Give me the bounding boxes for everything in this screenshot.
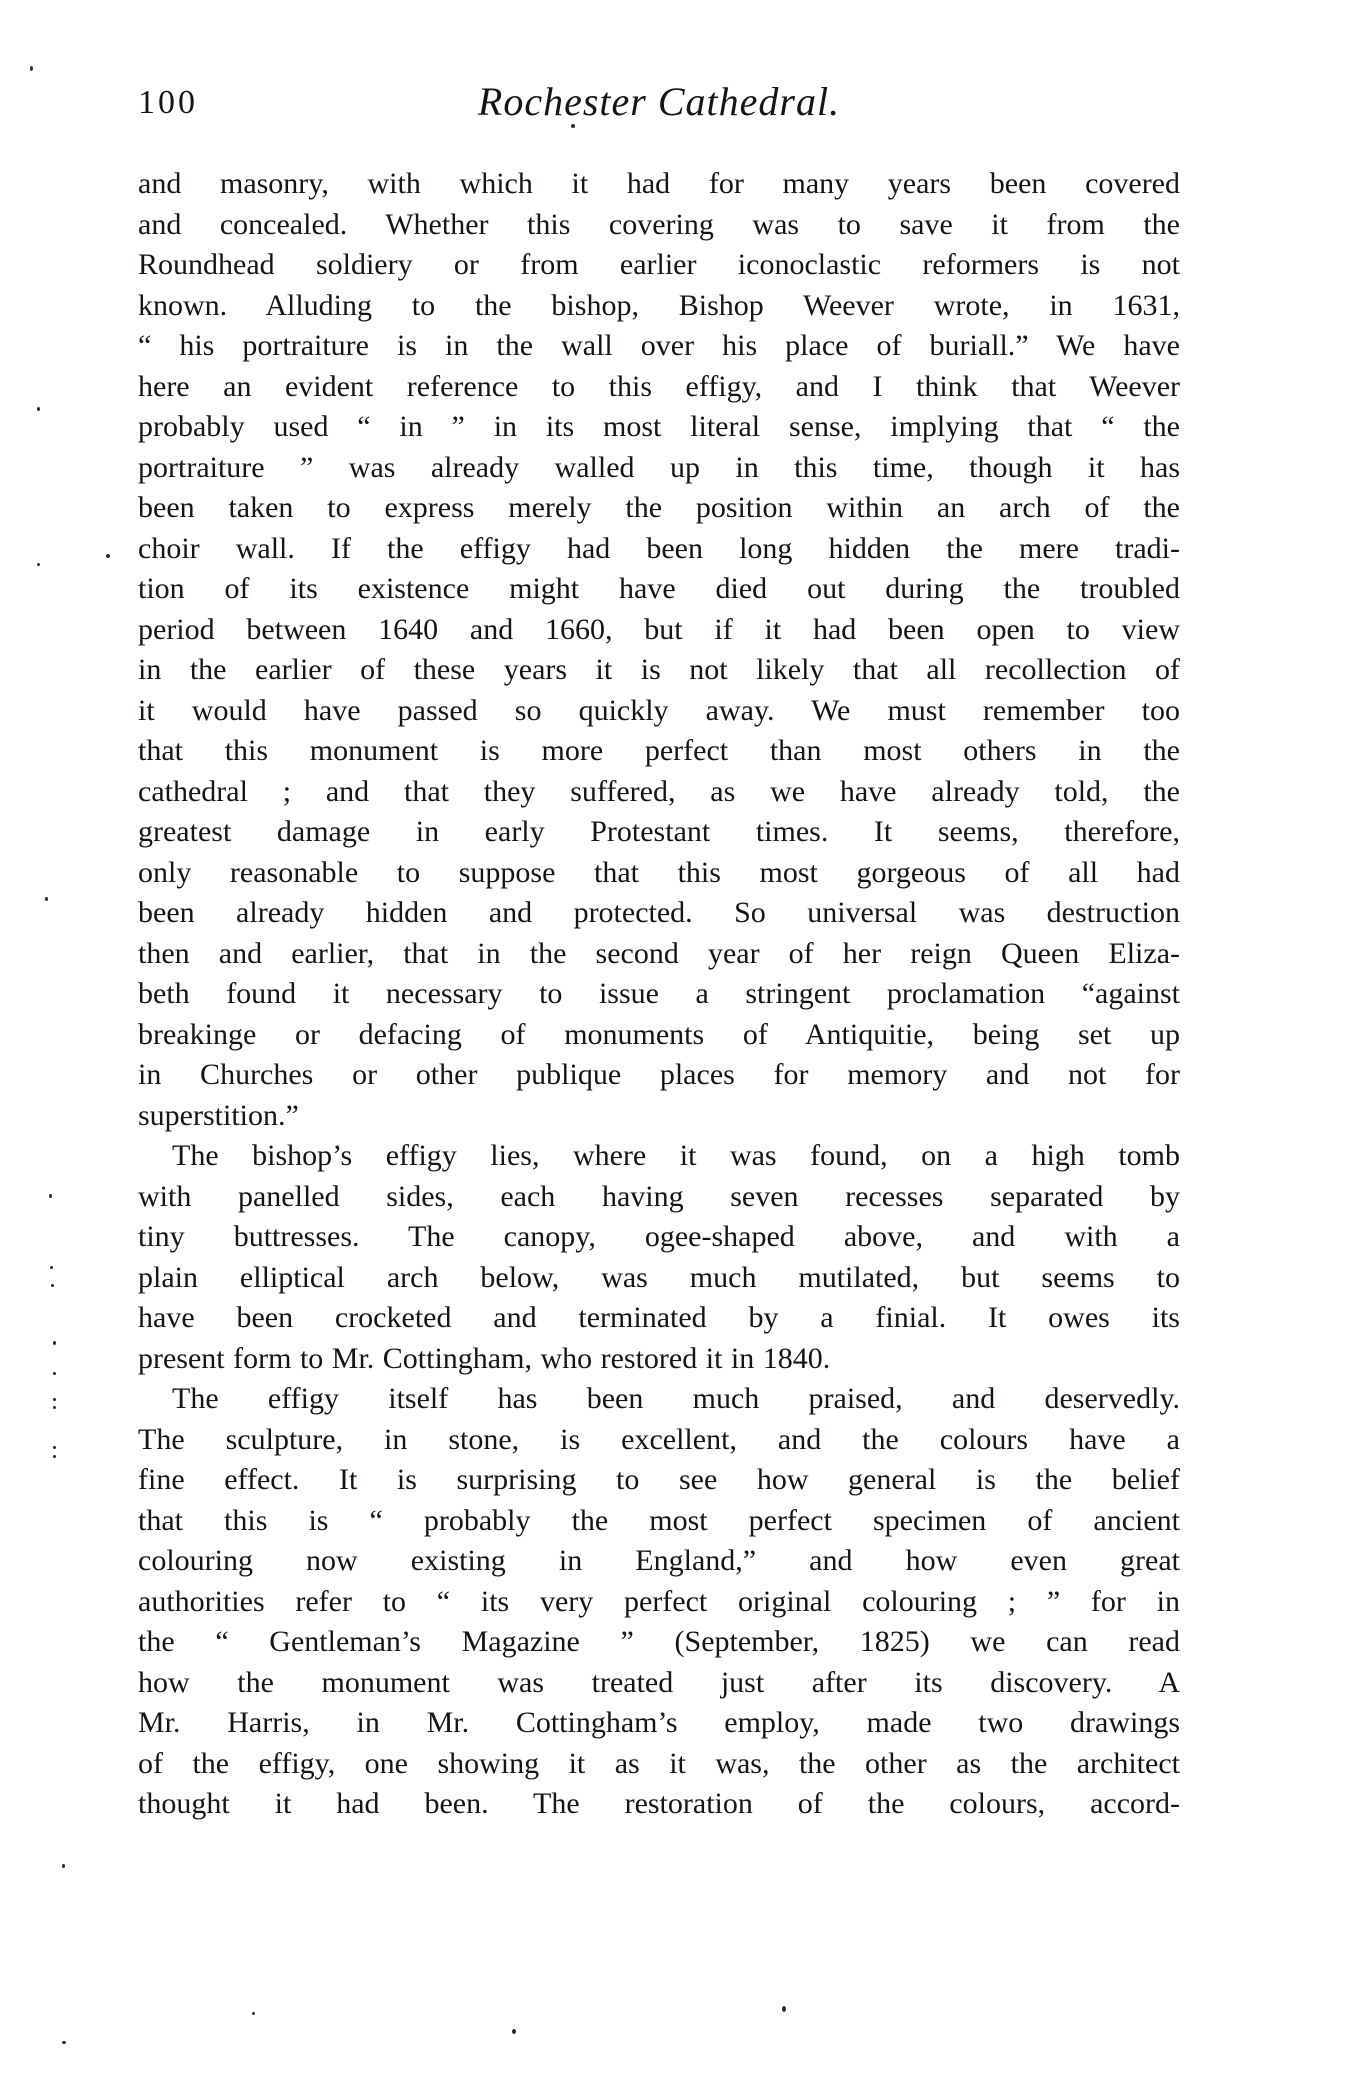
ink-speck (571, 124, 575, 128)
ink-speck (37, 563, 40, 566)
text-line: superstition.” (138, 1098, 299, 1132)
ink-speck (53, 1398, 56, 1401)
text-line: probably used “ in ” in its most literal sense, implying that “ the (138, 410, 1180, 443)
page-number: 100 (138, 84, 198, 121)
ink-speck (53, 1455, 56, 1458)
text-line: thought it had been. The restoration of the colours, accord- (138, 1787, 1180, 1820)
text-line: with panelled sides, each having seven recesses separated by (138, 1179, 1180, 1213)
text-line: and concealed. Whether this covering was to save it from the (138, 207, 1180, 241)
ink-speck (53, 1446, 56, 1449)
text-line: then and earlier, that in the second year of her reign Queen Eliza- (138, 936, 1180, 970)
ink-speck (62, 2041, 66, 2044)
text-line: Mr. Harris, in Mr. Cottingham’s employ, made two drawings (138, 1706, 1180, 1739)
text-line: The sculpture, in stone, is excellent, and the colours have a (138, 1422, 1180, 1456)
text-line: beth found it necessary to issue a stringent proclamation “against (138, 977, 1180, 1010)
ink-speck (49, 1194, 52, 1198)
ink-speck (62, 1864, 65, 1868)
text-line: fine effect. It is surprising to see how general is the belief (138, 1463, 1180, 1496)
text-line: of the effigy, one showing it as it was, the other as the architect (138, 1746, 1180, 1780)
text-line: here an evident reference to this effigy, and I think that Weever (138, 369, 1180, 403)
text-line: the “ Gentleman’s Magazine ” (September, 1825) we can read (138, 1625, 1180, 1658)
text-line: portraiture ” was already walled up in this time, though it has (138, 450, 1180, 484)
ink-speck (53, 1372, 56, 1375)
text-line: in the earlier of these years it is not likely that all recollection of (138, 653, 1180, 686)
ink-speck (53, 1406, 56, 1409)
text-line: Roundhead soldiery or from earlier iconoclastic reformers is not (138, 248, 1180, 281)
text-line: plain elliptical arch below, was much mutilated, but seems to (138, 1260, 1180, 1294)
text-line: authorities refer to “ its very perfect original colouring ; ” for in (138, 1584, 1180, 1618)
paragraph (138, 1136, 1180, 1379)
paragraph (138, 164, 1180, 1136)
text-line: that this is “ probably the most perfect specimen of ancient (138, 1503, 1180, 1537)
text-line: only reasonable to suppose that this most gorgeous of all had (138, 855, 1180, 889)
text-line: have been crocketed and terminated by a finial. It owes its (138, 1301, 1180, 1334)
text-line: tiny buttresses. The canopy, ogee-shaped above, and with a (138, 1220, 1180, 1253)
text-line: choir wall. If the effigy had been long hidden the mere tradi- (138, 531, 1180, 565)
text-line: it would have passed so quickly away. We must remember too (138, 693, 1180, 727)
text-line: and masonry, with which it had for many years been covered (138, 167, 1180, 200)
text-line: how the monument was treated just after its discovery. A (138, 1665, 1180, 1699)
text-line: present form to Mr. Cottingham, who restored it in 1840. (138, 1341, 831, 1375)
running-title: Rochester Cathedral. (477, 79, 841, 124)
ink-speck (106, 554, 110, 558)
ink-speck (45, 897, 48, 901)
ink-speck (37, 407, 40, 411)
body-text (138, 164, 1180, 1825)
ink-speck (51, 1284, 54, 1287)
text-line: been already hidden and protected. So universal was destruction (138, 896, 1180, 929)
text-line: in Churches or other publique places for memory and not for (138, 1058, 1180, 1091)
ink-speck (50, 1266, 53, 1269)
text-line: that this monument is more perfect than most others in the (138, 734, 1180, 767)
paragraph (138, 1379, 1180, 1825)
text-line: period between 1640 and 1660, but if it had been open to view (138, 612, 1180, 646)
text-line: colouring now existing in England,” and how even great (138, 1544, 1180, 1577)
text-line: greatest damage in early Protestant times. It seems, therefore, (138, 815, 1180, 848)
ink-speck (512, 2029, 516, 2034)
text-line: The bishop’s effigy lies, where it was found, on a high tomb (172, 1139, 1180, 1172)
text-line: breakinge or defacing of monuments of Antiquitie, being set up (138, 1017, 1180, 1051)
text-line: The effigy itself has been much praised, and deservedly. (172, 1382, 1180, 1415)
ink-speck (53, 1341, 56, 1345)
ink-speck (252, 2012, 255, 2015)
text-line: been taken to express merely the position within an arch of the (138, 491, 1180, 524)
ink-speck (30, 66, 33, 71)
text-line: known. Alluding to the bishop, Bishop Weever wrote, in 1631, (138, 288, 1180, 322)
text-line: “ his portraiture is in the wall over his place of buriall.” We have (138, 329, 1180, 362)
text-line: cathedral ; and that they suffered, as we have already told, the (138, 774, 1180, 808)
text-line: tion of its existence might have died out during the troubled (138, 572, 1180, 605)
ink-speck (782, 2006, 786, 2012)
